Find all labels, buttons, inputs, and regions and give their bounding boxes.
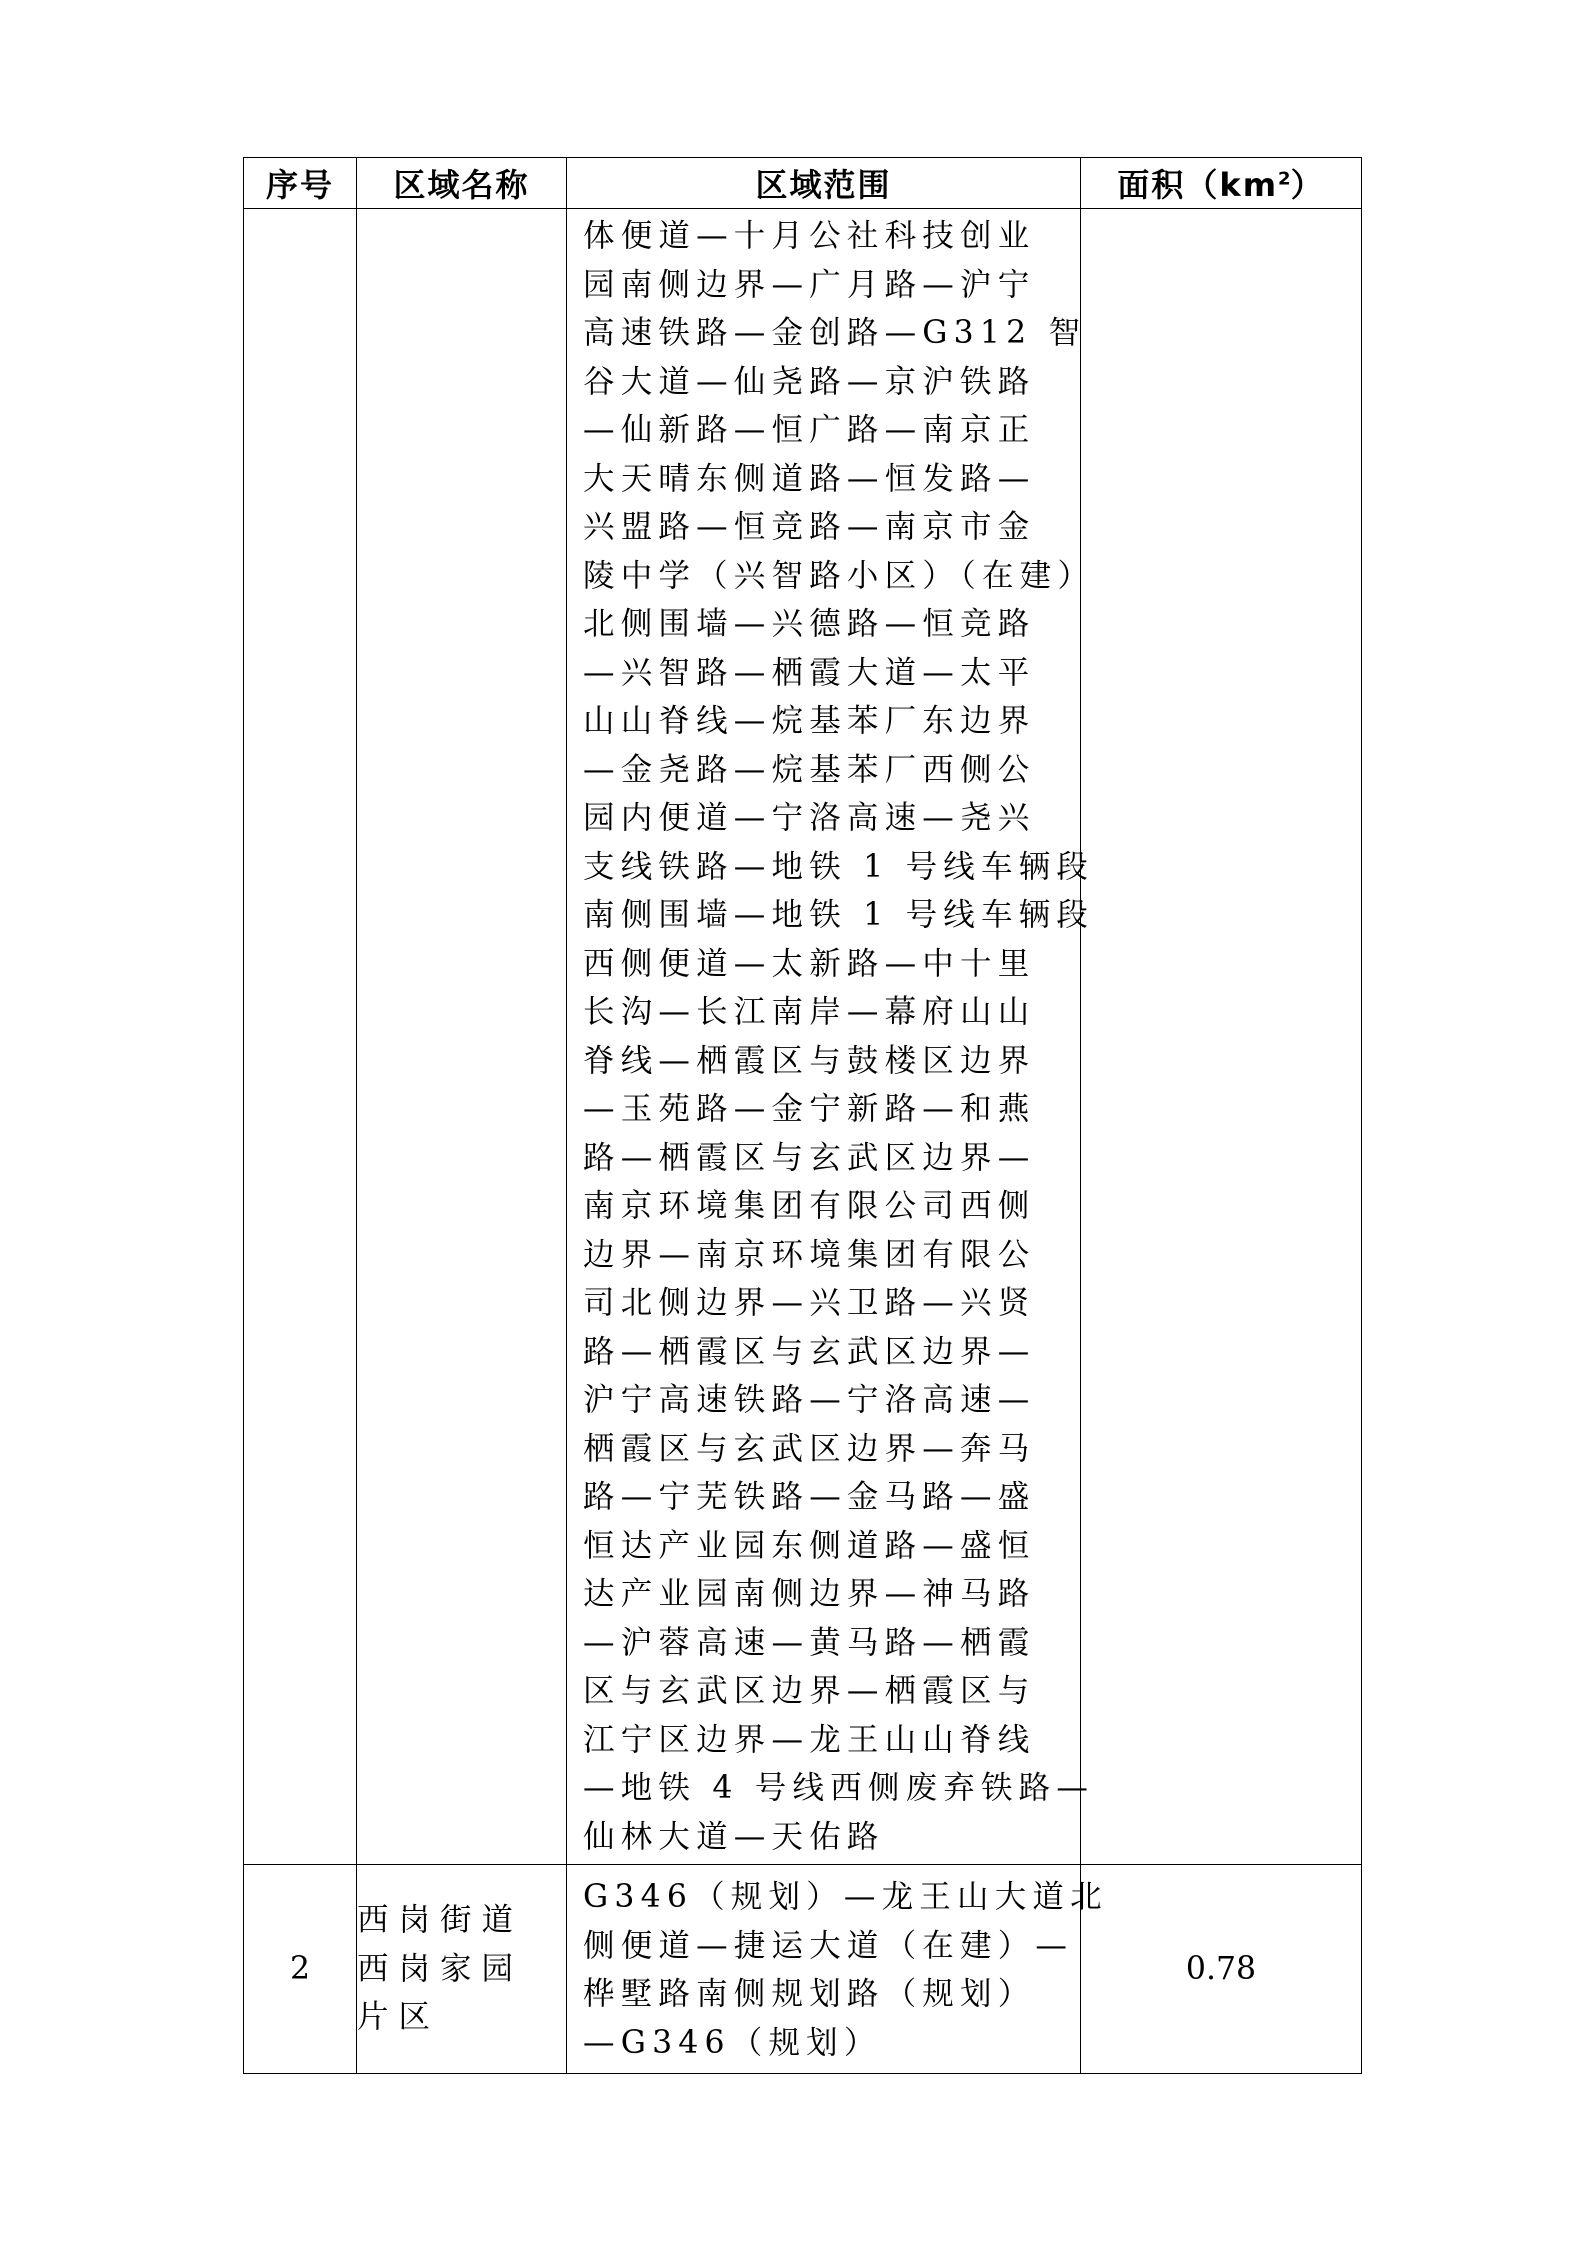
range-line: 路—宁芜铁路—金马路—盛 — [583, 1479, 1036, 1515]
range-line: 南侧围墙—地铁 1 号线车辆段 — [583, 897, 1095, 933]
range-line: G346（规划）—龙王山大道北 — [583, 1879, 1108, 1915]
range-line: —玉苑路—金宁新路—和燕 — [583, 1091, 1036, 1127]
range-line: —沪蓉高速—黄马路—栖霞 — [583, 1624, 1036, 1661]
cell-range — [567, 209, 1096, 1865]
cell-name — [357, 1865, 567, 2074]
range-line: 江宁区边界—龙王山山脊线 — [583, 1721, 1036, 1758]
name-line: 西岗街道 — [357, 1902, 524, 1939]
header-area: 面积$(km^2)$ — [1081, 158, 1362, 209]
range-line: 区与玄武区边界—栖霞区与 — [583, 1673, 1036, 1709]
range-line: —金尧路—烷基苯厂西侧公 — [583, 751, 1036, 788]
region-table — [243, 157, 1362, 2074]
range-line: 谷大道—仙尧路—京沪铁路 — [583, 363, 1036, 400]
range-line: 路—栖霞区与玄武区边界— — [583, 1333, 1036, 1370]
range-line: 支线铁路—地铁 1 号线车辆段 — [583, 848, 1095, 885]
header-name: 区域名称 — [357, 158, 567, 209]
range-line: 桦墅路南侧规划路（规划） — [583, 1976, 1036, 2012]
range-line: 仙林大道—天佑路 — [583, 1818, 885, 1855]
name-line: 西岗家园 — [357, 1950, 524, 1987]
range-line: 西侧便道—太新路—中十里 — [583, 945, 1036, 982]
cell-name — [357, 209, 567, 1865]
header-range: 区域范围 — [567, 158, 1081, 209]
cell-no: 2 — [244, 1865, 357, 2074]
range-line: 侧便道—捷运大道（在建）— — [583, 1927, 1074, 1964]
range-line: 大天晴东侧道路—恒发路— — [583, 460, 1036, 497]
range-line: 栖霞区与玄武区边界—奔马 — [583, 1430, 1036, 1467]
header-no: 序号 — [244, 158, 357, 209]
range-line: 园内便道—宁洛高速—尧兴 — [583, 800, 1036, 836]
range-line: —地铁 4 号线西侧废弃铁路— — [583, 1770, 1095, 1806]
range-line: 恒达产业园东侧道路—盛恒 — [583, 1527, 1036, 1564]
range-line: 北侧围墙—兴德路—恒竞路 — [583, 606, 1036, 642]
cell-area: 0.78 — [1081, 1865, 1362, 2074]
range-line: 达产业园南侧边界—神马路 — [583, 1576, 1036, 1612]
table-row — [244, 1865, 1362, 2074]
range-line: 高速铁路—金创路—G312 智 — [583, 315, 1087, 351]
range-line: 山山脊线—烷基苯厂东边界 — [583, 703, 1036, 739]
range-line: 边界—南京环境集团有限公 — [583, 1236, 1036, 1273]
table-row — [244, 209, 1362, 1865]
table-header-row — [244, 158, 1362, 209]
cell-range — [567, 1865, 1108, 2074]
range-line: 体便道—十月公社科技创业 — [583, 218, 1036, 254]
range-line: —仙新路—恒广路—南京正 — [583, 412, 1036, 448]
range-line: 脊线—栖霞区与鼓楼区边界 — [583, 1042, 1036, 1079]
range-line: —兴智路—栖霞大道—太平 — [583, 654, 1036, 691]
name-line: 片区 — [357, 1999, 441, 2036]
range-line: —G346（规划） — [583, 2024, 882, 2061]
range-line: 沪宁高速铁路—宁洛高速— — [583, 1382, 1036, 1418]
cell-no — [244, 209, 357, 1865]
range-line: 陵中学（兴智路小区）（在建） — [583, 557, 1096, 594]
range-line: 南京环境集团有限公司西侧 — [583, 1188, 1036, 1224]
cell-area — [1081, 209, 1362, 1865]
range-line: 路—栖霞区与玄武区边界— — [583, 1139, 1036, 1176]
range-line: 兴盟路—恒竞路—南京市金 — [583, 509, 1036, 545]
range-line: 长沟—长江南岸—幕府山山 — [583, 994, 1036, 1030]
range-line: 司北侧边界—兴卫路—兴贤 — [583, 1285, 1036, 1321]
range-line: 园南侧边界—广月路—沪宁 — [583, 266, 1036, 303]
